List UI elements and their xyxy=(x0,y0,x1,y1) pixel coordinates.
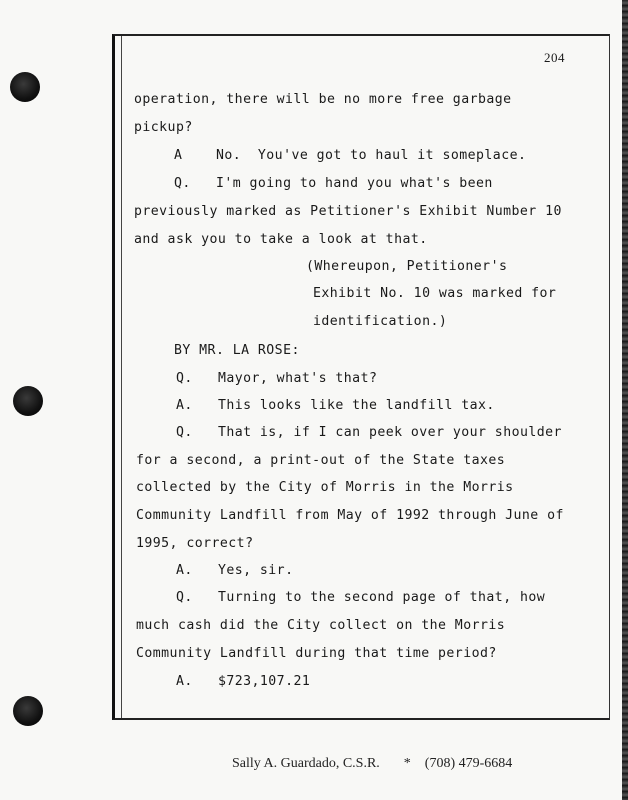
reporter-phone: (708) 479-6684 xyxy=(424,756,513,771)
transcript-line: operation, there will be no more free garbage xyxy=(134,92,512,107)
transcript-line: Exhibit No. 10 was marked for xyxy=(313,286,557,301)
transcript-line: pickup? xyxy=(134,120,193,135)
transcript-line: Community Landfill from May of 1992 through June of xyxy=(136,508,564,523)
transcript-line: Q. Turning to the second page of that, how xyxy=(176,590,546,605)
transcript-line: 1995, correct? xyxy=(136,536,254,551)
transcript-line: Community Landfill during that time period? xyxy=(136,646,497,661)
transcript-line: identification.) xyxy=(313,314,448,329)
transcript-line: and ask you to take a look at that. xyxy=(134,232,428,247)
margin-rule xyxy=(121,36,122,718)
page-number: 204 xyxy=(544,50,565,65)
scan-edge xyxy=(622,0,628,800)
reporter-footer xyxy=(218,740,512,788)
reporter-name: Sally A. Guardado, C.S.R. xyxy=(232,756,380,771)
transcript-line: BY MR. LA ROSE: xyxy=(174,343,300,358)
transcript-line: collected by the City of Morris in the Morris xyxy=(136,480,514,495)
transcript-line: Q. I'm going to hand you what's been xyxy=(174,176,493,191)
binder-hole xyxy=(10,72,40,102)
transcript-line: previously marked as Petitioner's Exhibit Number 10 xyxy=(134,204,562,219)
transcript-line: for a second, a print-out of the State taxes xyxy=(136,453,506,468)
transcript-line: A. This looks like the landfill tax. xyxy=(176,398,495,413)
transcript-line: Q. That is, if I can peek over your shoulder xyxy=(176,425,562,440)
transcript-line: A. Yes, sir. xyxy=(176,563,294,578)
transcript-line: (Whereupon, Petitioner's xyxy=(306,259,508,274)
transcript-line: much cash did the City collect on the Morris xyxy=(136,618,506,633)
footer-separator: * xyxy=(403,756,411,771)
transcript-line: Q. Mayor, what's that? xyxy=(176,371,378,386)
binder-hole xyxy=(13,696,43,726)
binder-hole xyxy=(13,386,43,416)
transcript-line: A. $723,107.21 xyxy=(176,674,311,689)
transcript-line: A No. You've got to haul it someplace. xyxy=(174,148,527,163)
